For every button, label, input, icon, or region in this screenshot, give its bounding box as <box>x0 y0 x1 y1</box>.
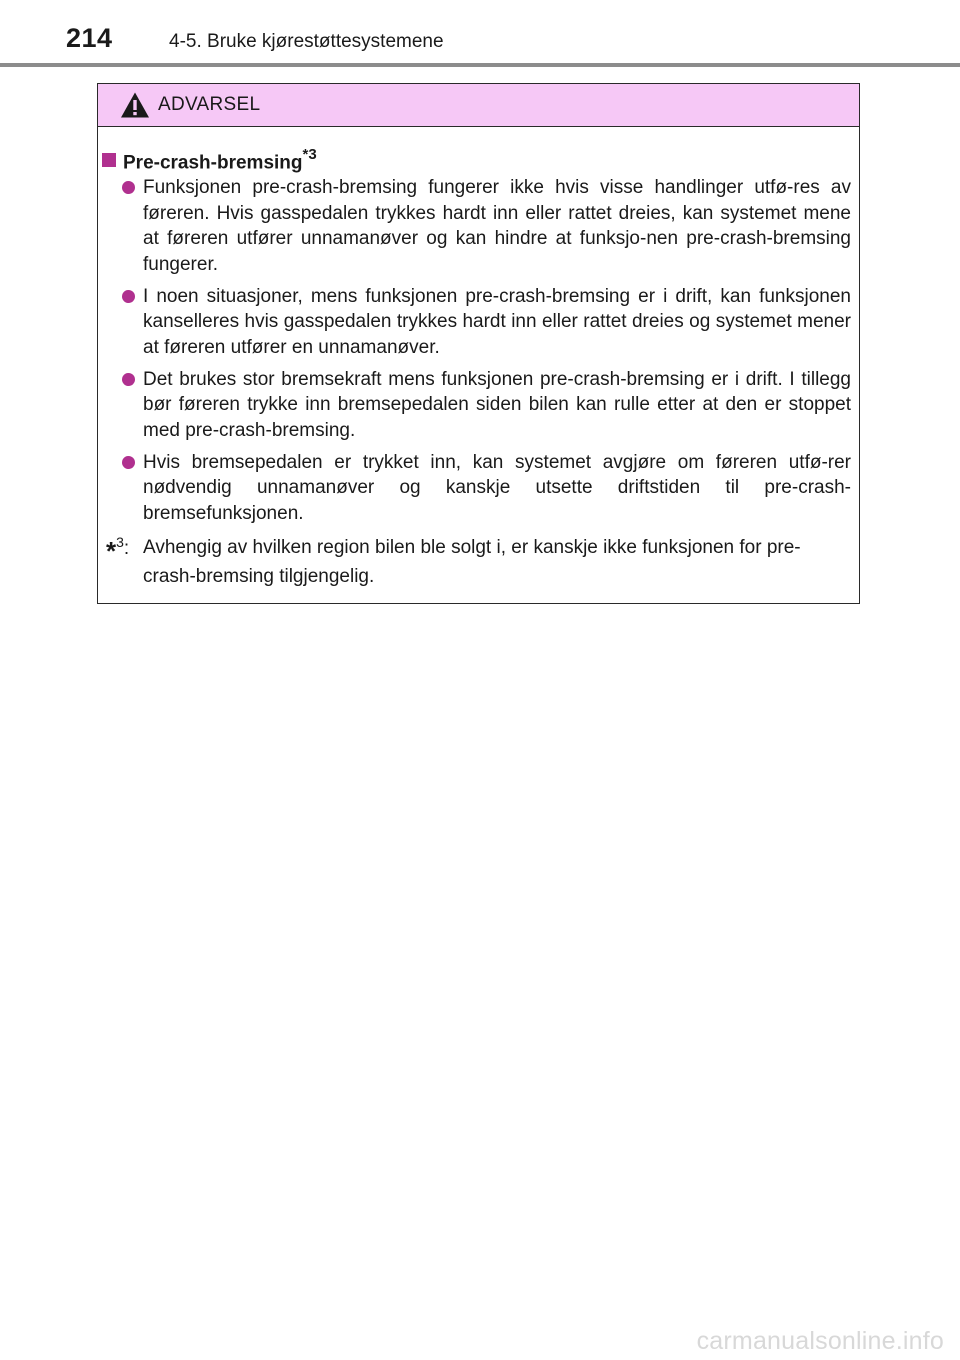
subheading-superscript: *3 <box>302 146 317 163</box>
bullet-text: Funksjonen pre-crash-bremsing fungerer ikke hvis visse handlinger utfø-res av føreren. Hvis gasspedalen trykkes hardt inn eller rattet dreies, kan systemet mene at føreren utfører unnamanøver og kan hindre at funksjo-nen pre-crash-bremsing fungerer. <box>143 177 851 275</box>
bullet-text: I noen situasjoner, mens funksjonen pre-crash-bremsing er i drift, kan funksjonen kanselleres hvis gasspedalen trykkes hardt inn eller rattet dreies og systemet mener at føreren utfører en unnamanøver. <box>143 285 851 358</box>
footnote-star: * <box>106 535 117 566</box>
warning-header <box>98 84 859 127</box>
bullet-item <box>98 367 859 444</box>
section-title: 4-5. Bruke kjørestøttesystemene <box>169 31 444 52</box>
circle-bullet-icon <box>122 456 135 469</box>
footnote-colon: : <box>123 537 130 559</box>
warning-box <box>97 83 860 604</box>
circle-bullet-icon <box>122 373 135 386</box>
header-rule <box>0 63 960 67</box>
footnote-text: Avhengig av hvilken region bilen ble solgt i, er kanskje ikke funksjonen for pre-crash-bremsing tilgjengelig. <box>143 536 801 587</box>
bullet-text: Hvis bremsepedalen er trykket inn, kan systemet avgjøre om føreren utfø-rer nødvendig unnamanøver og kanskje utsette driftstiden til pre-crash-bremsefunksjonen. <box>143 451 851 524</box>
circle-bullet-icon <box>122 181 135 194</box>
square-bullet-icon <box>102 153 116 167</box>
subheading <box>102 145 317 175</box>
circle-bullet-icon <box>122 290 135 303</box>
bullet-item <box>98 450 859 527</box>
subheading-title: Pre-crash-bremsing <box>123 152 303 174</box>
bullet-item <box>98 175 859 277</box>
page-header <box>0 0 960 64</box>
footnote-marker <box>106 528 129 566</box>
watermark: carmanualsonline.info <box>696 1327 944 1355</box>
footnote <box>98 533 859 591</box>
footnote-number: 3 <box>116 533 124 550</box>
bullet-item <box>98 284 859 361</box>
bullet-text: Det brukes stor bremsekraft mens funksjonen pre-crash-bremsing er i drift. I tillegg bør føreren trykke inn bremsepedalen siden bilen kan rulle etter at den er stoppet med pre-crash-bremsing. <box>143 368 851 441</box>
bullet-list <box>98 175 859 591</box>
warning-triangle-icon <box>120 91 150 119</box>
page-number: 214 <box>66 23 113 53</box>
warning-label: ADVARSEL <box>158 94 261 115</box>
